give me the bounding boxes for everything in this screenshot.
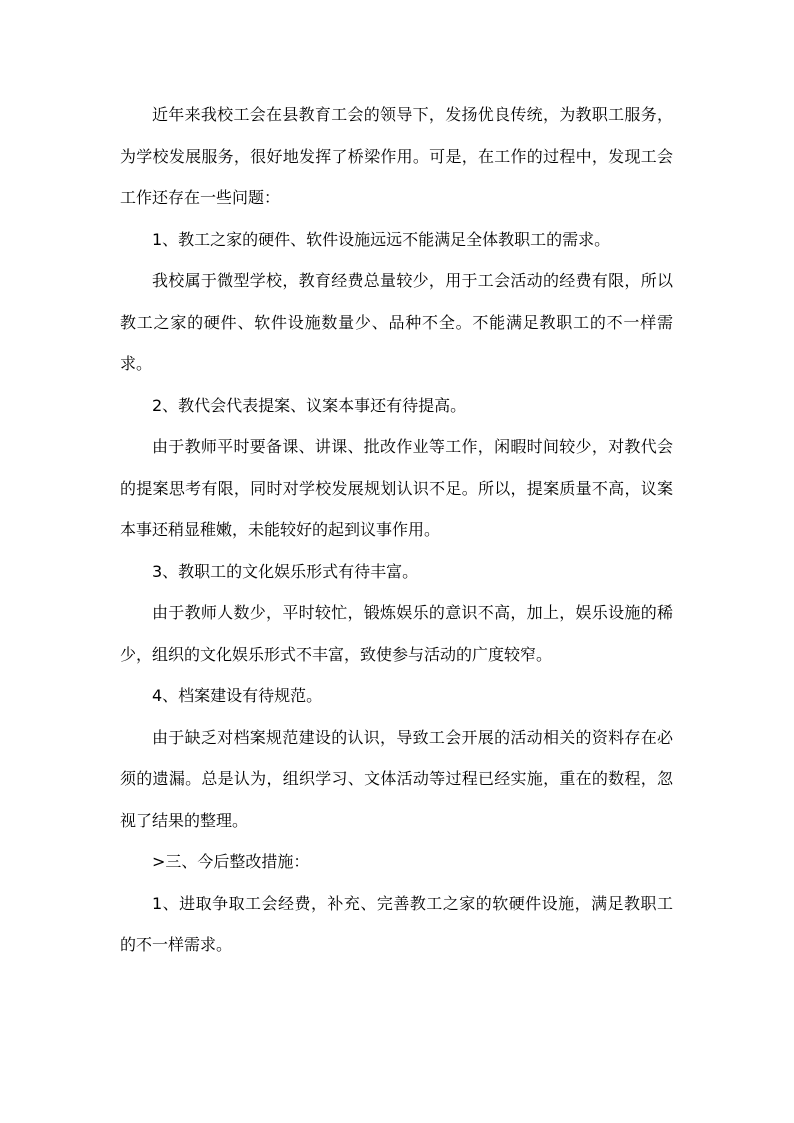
issue-2-body: 由于教师平时要备课、讲课、批改作业等工作，闲暇时间较少，对教代会的提案思考有限，同时对学校发展规划认识不足。所以，提案质量不高，议案本事还稍显稚嫩，未能较好的起到议事作用。	[120, 437, 673, 539]
issue-1-heading: 1、教工之家的硬件、软件设施远远不能满足全体教职工的需求。	[152, 229, 611, 249]
intro-paragraph: 近年来我校工会在县教育工会的领导下，发扬优良传统，为教职工服务，为学校发展服务，很好地发挥了桥梁作用。可是，在工作的过程中，发现工会工作还存在一些问题：	[120, 105, 673, 207]
measure-1-paragraph: 1、进取争取工会经费，补充、完善教工之家的软硬件设施，满足教职工的不一样需求。	[120, 893, 673, 954]
issue-4-heading: 4、档案建设有待规范。	[152, 686, 323, 705]
issue-3-body: 由于教师人数少，平时较忙，锻炼娱乐的意识不高，加上，娱乐设施的稀少，组织的文化娱乐形式不丰富，致使参与活动的广度较窄。	[120, 603, 673, 664]
section-3-heading: >三、今后整改措施：	[152, 852, 310, 871]
document-page	[120, 94, 673, 966]
issue-1-body: 我校属于微型学校，教育经费总量较少，用于工会活动的经费有限，所以教工之家的硬件、软件设施数量少、品种不全。不能满足教职工的不一样需求。	[120, 271, 673, 373]
issue-4-body: 由于缺乏对档案规范建设的认识，导致工会开展的活动相关的资料存在必须的遗漏。总是认为，组织学习、文体活动等过程已经实施，重在的数程，忽视了结果的整理。	[120, 727, 673, 830]
issue-3-heading: 3、教职工的文化娱乐形式有待丰富。	[152, 561, 419, 581]
issue-2-heading: 2、教代会代表提案、议案本事还有待提高。	[152, 395, 467, 415]
